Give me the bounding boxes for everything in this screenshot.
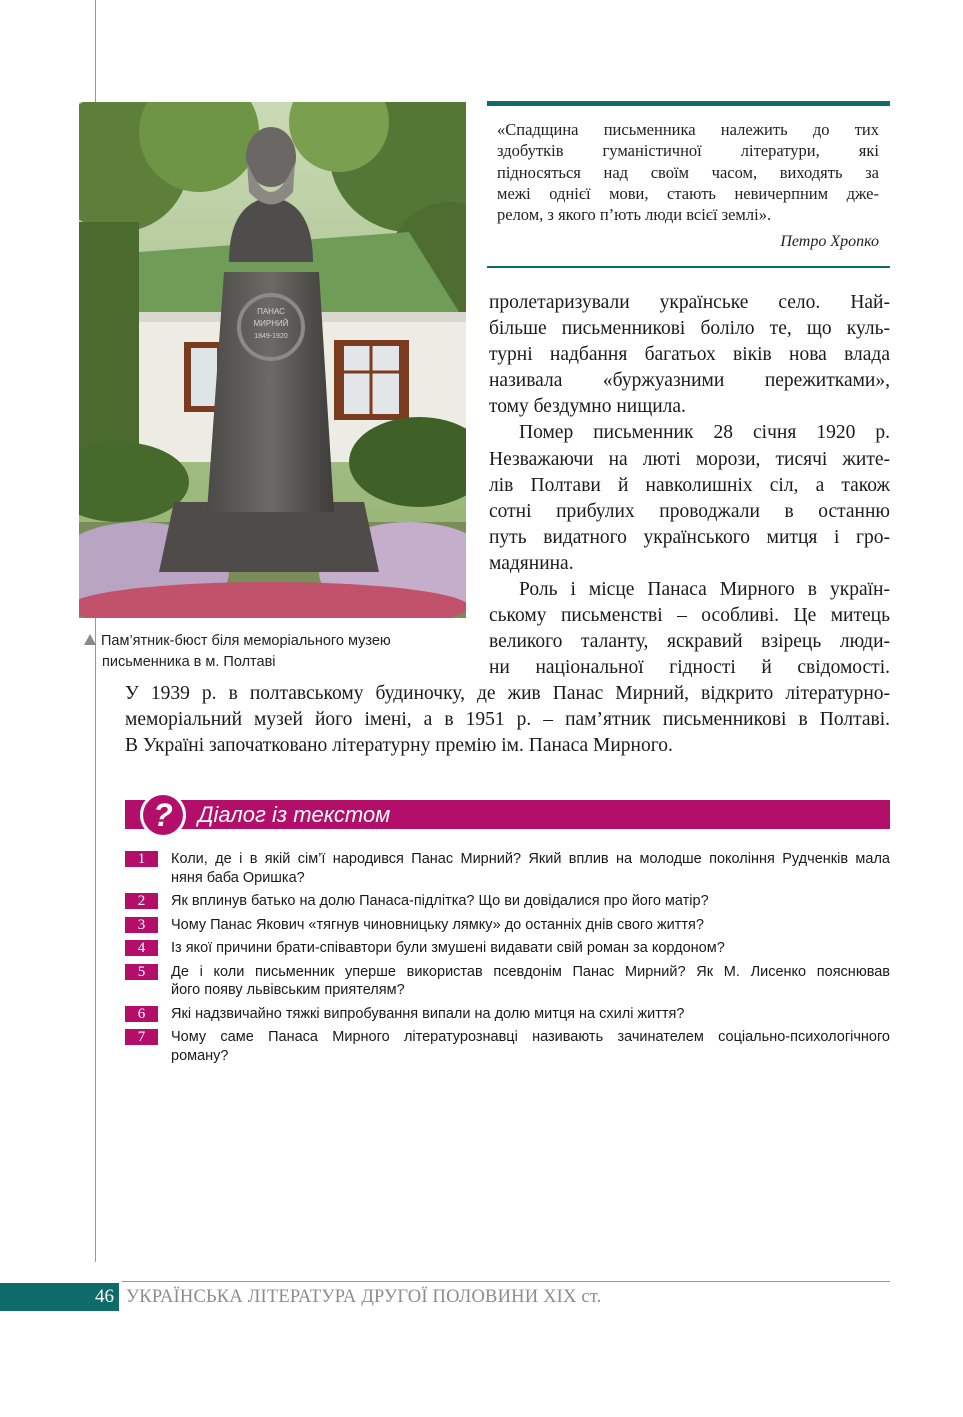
question-line: Де і коли письменник уперше використав псевдонім Панас Мирний? Як М. Лисенко пояснював <box>171 963 890 980</box>
question-item <box>125 916 890 935</box>
question-icon-glyph: ? <box>153 797 173 833</box>
question-number: 2 <box>125 893 158 909</box>
question-text <box>171 1028 890 1065</box>
body-line: пролетаризували українське село. Най- <box>489 292 890 313</box>
question-item <box>125 892 890 911</box>
plaque-name-1: ПАНАС <box>257 307 285 316</box>
question-line: Як вплинув батько на долю Панаса-підлітка? Що ви довідалися про його матір? <box>171 893 709 909</box>
body-line: більше письменникові боліло те, що куль- <box>489 318 890 340</box>
quote-line: «Спадщина письменника належить до тих <box>497 120 879 139</box>
body-line: У 1939 р. в полтавському будиночку, де жив Панас Мирний, відкрито літературно- <box>125 683 890 704</box>
quote-line: межі однієї мови, стають невичерпним дже- <box>497 183 879 203</box>
footer-rule <box>122 1281 890 1282</box>
question-text <box>171 963 890 1000</box>
quote-author: Петро Хропко <box>780 233 879 250</box>
body-text-wide <box>125 681 890 759</box>
question-line: Які надзвичайно тяжкі випробування випали на долю митця на схилі життя? <box>171 1005 685 1022</box>
quote-line: здобутків гуманістичної літератури, які <box>497 141 879 161</box>
body-line: ському письменстві – особливі. Це митець <box>489 605 890 627</box>
dialog-title: Діалог із текстом <box>198 802 391 827</box>
running-footer-title: УКРАЇНСЬКА ЛІТЕРАТУРА ДРУГОЇ ПОЛОВИНИ XIX ст. <box>126 1287 602 1307</box>
question-item <box>125 1005 890 1024</box>
question-line: його появу львівським приятелям? <box>171 982 405 998</box>
question-item <box>125 963 890 1000</box>
page-number: 46 <box>95 1286 114 1307</box>
question-text <box>171 1005 890 1024</box>
question-number: 7 <box>125 1029 158 1045</box>
question-line: Із якої причини брати-співавтори були змушені видавати свій роман за кордоном? <box>171 940 725 956</box>
caption-triangle-icon <box>84 634 96 645</box>
question-text <box>171 916 890 935</box>
body-line: Помер письменник 28 січня 1920 р. <box>519 422 890 444</box>
quote-line: підносяться над своїм часом, виходять за <box>497 162 879 182</box>
plaque-name-2: МИРНИЙ <box>253 319 289 328</box>
question-line: Чому саме Панаса Мирного літературознавці називають зачинателем соціально-психологічного <box>171 1029 890 1045</box>
body-line: Роль і місце Панаса Мирного в україн- <box>519 579 890 601</box>
question-item <box>125 939 890 958</box>
quote-line: релом, з якого п’ють люди всієї землі». <box>497 205 772 225</box>
question-text <box>171 939 890 958</box>
body-line: меморіальний музей його імені, а в 1951 р. – пам’ятник письменникові в Полтаві. <box>125 709 890 731</box>
quote-top-rule <box>487 101 890 106</box>
body-line: сотні прибулих проводжали в останню <box>489 500 890 522</box>
question-number: 6 <box>125 1006 158 1022</box>
body-line: путь видатного українського митця і гро- <box>489 526 890 548</box>
body-line: великого таланту, яскравий взірець люди- <box>489 631 890 653</box>
question-number: 5 <box>125 964 158 980</box>
body-line: Незважаючи на люті морози, тисячі жите- <box>489 448 890 470</box>
question-line: Коли, де і в якій сім’ї народився Панас Мирний? Який вплив на молодше покоління Рудченків мала <box>171 851 890 867</box>
body-line: лів Полтави й навколишніх сіл, а також <box>489 474 890 496</box>
epigraph-quote <box>497 119 879 225</box>
quote-bottom-rule <box>487 266 890 268</box>
question-icon <box>137 790 189 840</box>
photo-caption <box>84 631 444 673</box>
question-number: 1 <box>125 851 158 867</box>
caption-line-1: Пам’ятник-бюст біля меморіального музею <box>101 633 391 649</box>
body-line: називала «буржуазними пережитками», <box>489 370 890 392</box>
caption-line-2: письменника в м. Полтаві <box>102 654 276 670</box>
question-number: 3 <box>125 917 158 933</box>
question-text <box>171 850 890 887</box>
body-text-column <box>489 290 890 681</box>
question-line: Чому Панас Якович «тягнув чиновницьку лямку» до останніх днів свого життя? <box>171 916 704 933</box>
question-number: 4 <box>125 940 158 956</box>
question-item <box>125 850 890 887</box>
question-text <box>171 892 890 911</box>
question-line: няня баба Оришка? <box>171 869 305 886</box>
monument-photo <box>79 102 466 618</box>
body-line: тому бездумно нищила. <box>489 396 686 418</box>
body-line: турні надбання багатьох віків нова влада <box>489 344 890 366</box>
plaque-years: 1849-1920 <box>254 333 288 340</box>
question-list <box>125 850 890 1070</box>
question-line: роману? <box>171 1047 229 1064</box>
question-item <box>125 1028 890 1065</box>
body-line: ни національної гідності й свідомості. <box>489 657 890 679</box>
body-line: В Україні започатковано літературну премію ім. Панаса Мирного. <box>125 735 673 757</box>
body-line: мадянина. <box>489 552 574 574</box>
